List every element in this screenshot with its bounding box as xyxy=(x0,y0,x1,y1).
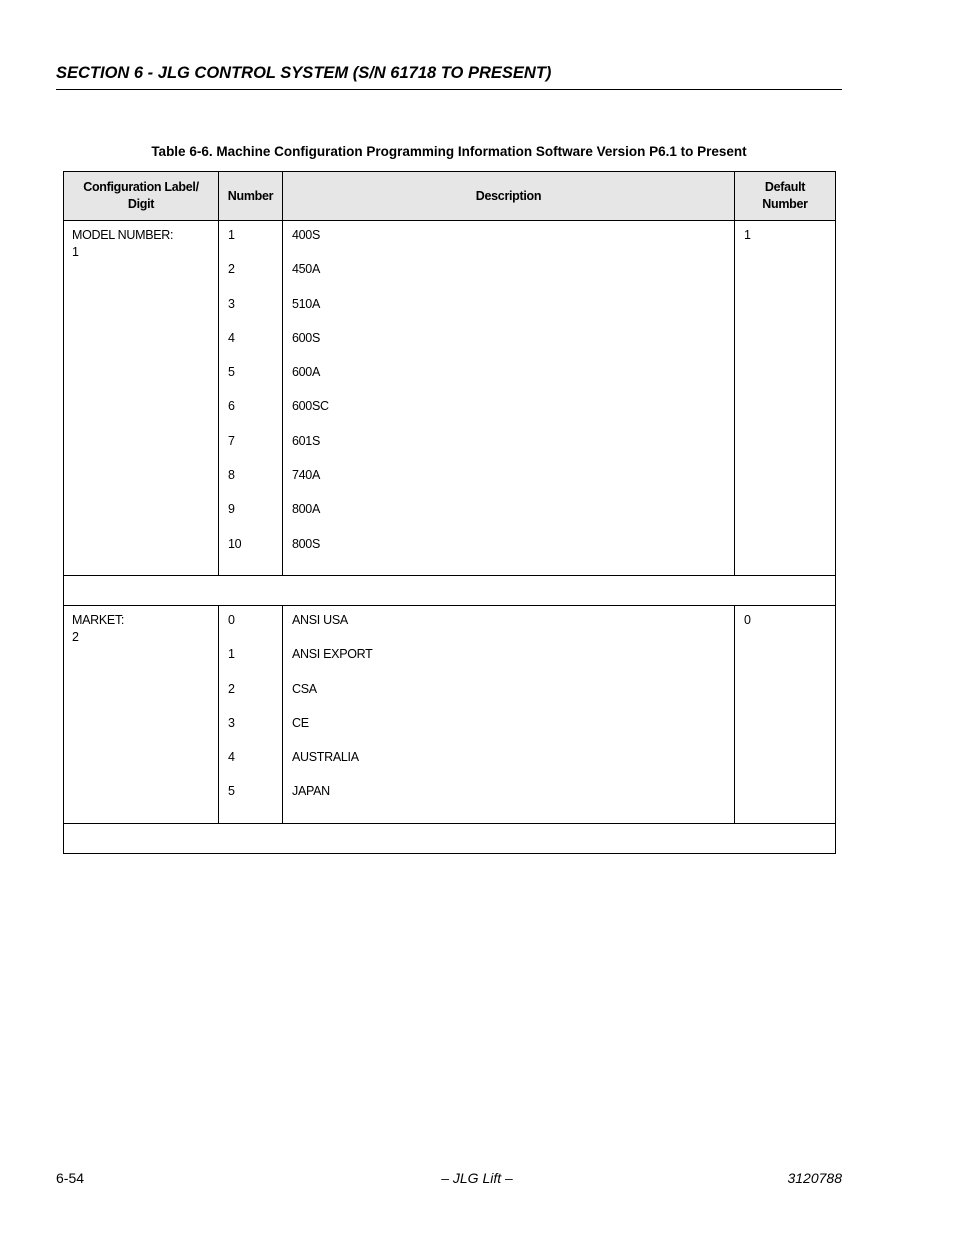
option-description: ANSI EXPORT xyxy=(292,647,373,662)
col-header-config-label: Configuration Label/ Digit xyxy=(64,172,219,221)
option-description: 400S xyxy=(292,228,320,242)
col-header-description: Description xyxy=(283,172,735,221)
option-number: 8 xyxy=(228,468,235,483)
option-description: 601S xyxy=(292,433,320,448)
option-number: 5 xyxy=(228,784,235,799)
option-description: CSA xyxy=(292,681,317,696)
option-description: AUSTRALIA xyxy=(292,750,359,765)
option-number: 5 xyxy=(228,365,235,380)
option-description: JAPAN xyxy=(292,784,330,799)
option-number: 3 xyxy=(228,715,235,730)
description-cell xyxy=(283,221,735,576)
option-description: 740A xyxy=(292,468,320,483)
option-description: 600A xyxy=(292,365,320,380)
option-description: 800A xyxy=(292,502,320,517)
table-spacer-row xyxy=(64,823,836,853)
option-number: 4 xyxy=(228,750,235,765)
default-number: 1 xyxy=(744,228,751,242)
section-header: SECTION 6 - JLG CONTROL SYSTEM (S/N 61718 TO PRESENT) xyxy=(56,64,842,90)
option-description: 600SC xyxy=(292,399,329,414)
option-number: 9 xyxy=(228,502,235,517)
table-spacer-row xyxy=(64,575,836,605)
table-row-market xyxy=(64,605,836,823)
configuration-table xyxy=(63,171,836,854)
footer-brand: – JLG Lift – xyxy=(441,1170,513,1186)
option-number: 10 xyxy=(228,536,242,551)
option-number: 2 xyxy=(228,262,235,277)
col-header-default: Default Number xyxy=(735,172,836,221)
number-cell xyxy=(219,221,283,576)
default-number: 0 xyxy=(744,612,751,627)
option-number: 0 xyxy=(228,612,235,627)
description-cell xyxy=(283,605,735,823)
table-row-model-number xyxy=(64,221,836,576)
option-number: 2 xyxy=(228,681,235,696)
config-digit: 2 xyxy=(72,629,79,644)
table-header-row xyxy=(64,172,836,221)
option-description: 600S xyxy=(292,330,320,345)
col-header-number: Number xyxy=(219,172,283,221)
option-number: 1 xyxy=(228,228,235,242)
default-cell xyxy=(735,605,836,823)
option-description: 450A xyxy=(292,262,320,277)
document-number: 3120788 xyxy=(787,1170,842,1186)
option-number: 6 xyxy=(228,399,235,414)
default-cell xyxy=(735,221,836,576)
option-description: 510A xyxy=(292,296,320,311)
config-label-cell xyxy=(64,605,219,823)
config-label: MARKET: xyxy=(72,612,125,627)
number-cell xyxy=(219,605,283,823)
config-label: MODEL NUMBER: xyxy=(72,228,174,242)
option-number: 3 xyxy=(228,296,235,311)
option-number: 7 xyxy=(228,433,235,448)
config-label-cell xyxy=(64,221,219,576)
option-description: CE xyxy=(292,715,309,730)
page-number: 6-54 xyxy=(56,1170,85,1186)
option-number: 1 xyxy=(228,647,235,662)
option-description: ANSI USA xyxy=(292,612,348,627)
option-description: 800S xyxy=(292,536,320,551)
config-digit: 1 xyxy=(72,245,79,259)
table-title: Table 6-6. Machine Configuration Programming Information Software Version P6.1 to Present xyxy=(151,144,747,159)
option-number: 4 xyxy=(228,330,235,345)
